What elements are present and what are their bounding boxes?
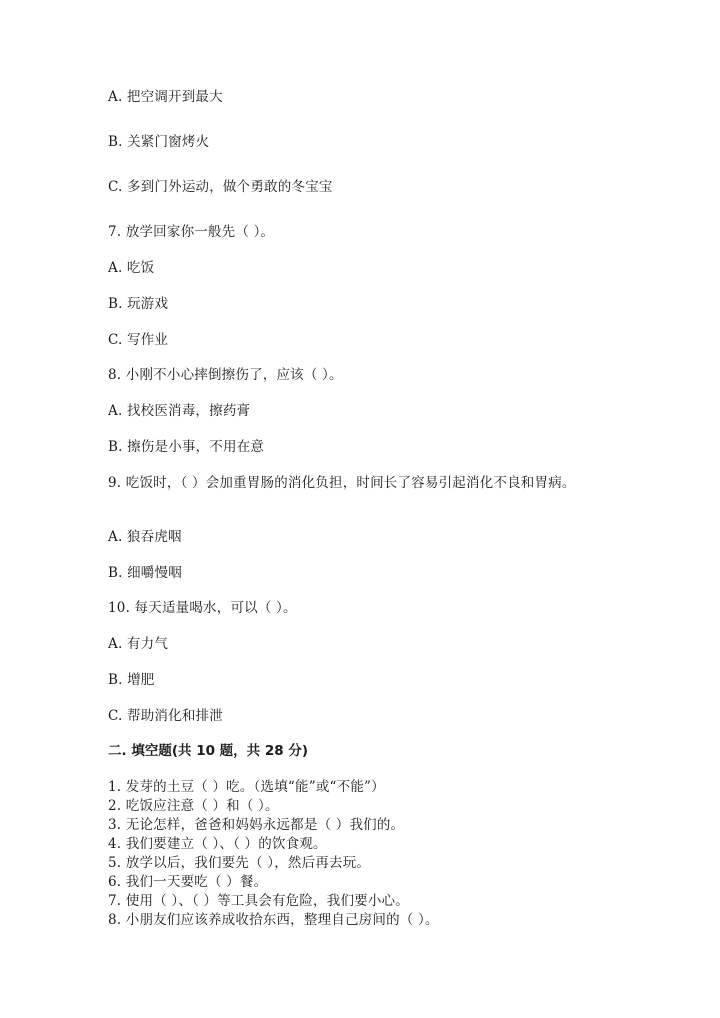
section-title: 二. 填空题(共 10 题，共 28 分): [108, 743, 309, 759]
q8-stem: 8. 小刚不小心摔倒擦伤了，应该（ ）。: [108, 367, 343, 383]
fill-item-7: 7. 使用（ ）、（ ）等工具会有危险，我们要小心。: [108, 893, 409, 909]
q10-option-c: C. 帮助消化和排泄: [108, 708, 223, 724]
fill-item-2: 2. 吃饭应注意（ ）和（ ）。: [108, 798, 279, 814]
q6-option-a: A. 把空调开到最大: [108, 89, 223, 105]
q7-option-a: A. 吃饭: [108, 260, 155, 276]
q9-stem: 9. 吃饭时，（ ）会加重胃肠的消化负担，时间长了容易引起消化不良和胃病。: [108, 475, 576, 491]
q8-option-b: B. 擦伤是小事，不用在意: [108, 439, 265, 455]
q8-option-a: A. 找校医消毒，擦药膏: [108, 403, 251, 419]
q6-option-b: B. 关紧门窗烤火: [108, 134, 210, 150]
q10-option-b: B. 增肥: [108, 672, 155, 688]
q7-option-c: C. 写作业: [108, 332, 169, 348]
fill-item-5: 5. 放学以后，我们要先（ ），然后再去玩。: [108, 855, 371, 871]
fill-item-1: 1. 发芽的土豆（ ）吃。（选填“能”或“不能”）: [108, 779, 385, 795]
q10-stem: 10. 每天适量喝水，可以（ ）。: [108, 600, 297, 616]
q10-option-a: A. 有力气: [108, 636, 169, 652]
fill-item-6: 6. 我们一天要吃（ ）餐。: [108, 874, 268, 890]
q7-option-b: B. 玩游戏: [108, 296, 169, 312]
q9-option-a: A. 狼吞虎咽: [108, 529, 182, 545]
q7-stem: 7. 放学回家你一般先（ ）。: [108, 224, 275, 240]
fill-item-3: 3. 无论怎样，爸爸和妈妈永远都是（ ）我们的。: [108, 817, 405, 833]
q6-option-c: C. 多到门外运动，做个勇敢的冬宝宝: [108, 179, 333, 195]
fill-item-8: 8. 小朋友们应该养成收拾东西，整理自己房间的（ ）。: [108, 912, 439, 928]
q9-option-b: B. 细嚼慢咽: [108, 565, 182, 581]
fill-item-4: 4. 我们要建立（ ）、（ ）的饮食观。: [108, 836, 327, 852]
